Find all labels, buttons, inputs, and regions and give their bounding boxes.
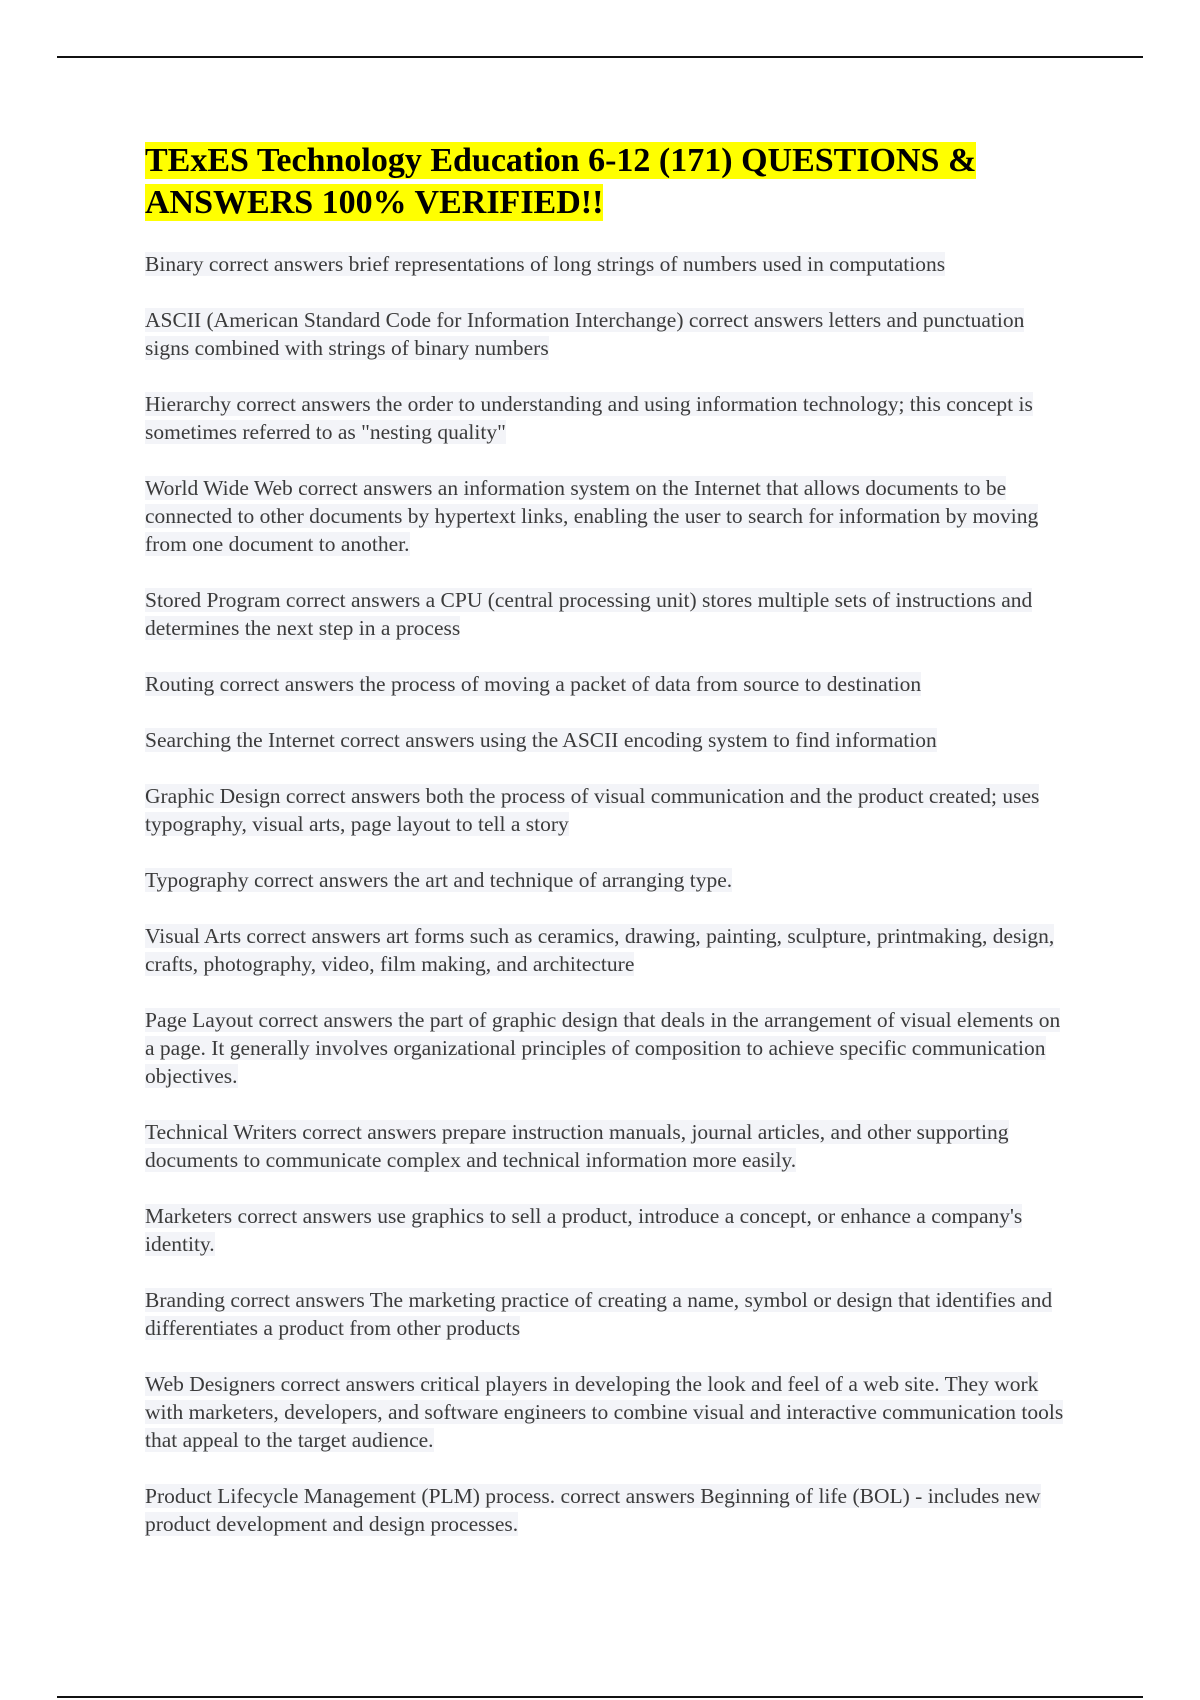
qa-entry-plm [145, 1482, 1070, 1538]
qa-entry-text: World Wide Web correct answers an information system on the Internet that allows documents to be connected to other documents by hypertext links, enabling the user to search for information by moving from one document to another. [145, 476, 1039, 556]
qa-entry-branding [145, 1286, 1070, 1342]
qa-entry-typography [145, 866, 1070, 894]
qa-entry-page-layout [145, 1006, 1070, 1090]
qa-entry-visual-arts [145, 922, 1070, 978]
qa-entry-text: Marketers correct answers use graphics to sell a product, introduce a concept, or enhance a company's identity. [145, 1204, 1023, 1256]
top-rule [57, 56, 1143, 58]
document-body [145, 140, 1070, 1566]
qa-entry-text: Binary correct answers brief representations of long strings of numbers used in computations [145, 252, 946, 276]
qa-entry-stored-program [145, 586, 1070, 642]
document-title-text: TExES Technology Education 6-12 (171) QUESTIONS & ANSWERS 100% VERIFIED!! [145, 142, 977, 221]
qa-entry-text: Visual Arts correct answers art forms such as ceramics, drawing, painting, sculpture, printmaking, design, crafts, photography, video, film making, and architecture [145, 924, 1055, 976]
qa-entry-text: Stored Program correct answers a CPU (central processing unit) stores multiple sets of instructions and determines the next step in a process [145, 588, 1033, 640]
qa-entry-hierarchy [145, 390, 1070, 446]
qa-entry-marketers [145, 1202, 1070, 1258]
qa-entry-web-designers [145, 1370, 1070, 1454]
qa-entry-text: Technical Writers correct answers prepare instruction manuals, journal articles, and other supporting documents to communicate complex and technical information more easily. [145, 1120, 1009, 1172]
qa-entry-binary [145, 250, 1070, 278]
qa-entry-text: Routing correct answers the process of moving a packet of data from source to destination [145, 672, 922, 696]
qa-entry-world-wide-web [145, 474, 1070, 558]
document-title [145, 140, 1070, 224]
qa-entry-text: Graphic Design correct answers both the process of visual communication and the product created; uses typography, visual arts, page layout to tell a story [145, 784, 1040, 836]
qa-entry-graphic-design [145, 782, 1070, 838]
qa-entry-text: Branding correct answers The marketing practice of creating a name, symbol or design that identifies and differentiates a product from other products [145, 1288, 1053, 1340]
qa-entry-text: Product Lifecycle Management (PLM) process. correct answers Beginning of life (BOL) - includes new product development and design processes. [145, 1484, 1041, 1536]
qa-entry-text: ASCII (American Standard Code for Information Interchange) correct answers letters and punctuation signs combined with strings of binary numbers [145, 308, 1025, 360]
qa-entry-text: Hierarchy correct answers the order to understanding and using information technology; this concept is sometimes referred to as "nesting quality" [145, 392, 1033, 444]
qa-entry-text: Web Designers correct answers critical players in developing the look and feel of a web site. They work with marketers, developers, and software engineers to combine visual and interactive communication tools that appeal to the target audience. [145, 1372, 1064, 1452]
qa-list [145, 250, 1070, 1538]
qa-entry-technical-writers [145, 1118, 1070, 1174]
qa-entry-searching-internet [145, 726, 1070, 754]
qa-entry-text: Typography correct answers the art and technique of arranging type. [145, 868, 733, 892]
qa-entry-ascii [145, 306, 1070, 362]
qa-entry-text: Page Layout correct answers the part of graphic design that deals in the arrangement of visual elements on a page. It generally involves organizational principles of composition to achieve specific communication objectives. [145, 1008, 1061, 1088]
qa-entry-routing [145, 670, 1070, 698]
bottom-rule [57, 1696, 1143, 1698]
qa-entry-text: Searching the Internet correct answers using the ASCII encoding system to find information [145, 728, 937, 752]
